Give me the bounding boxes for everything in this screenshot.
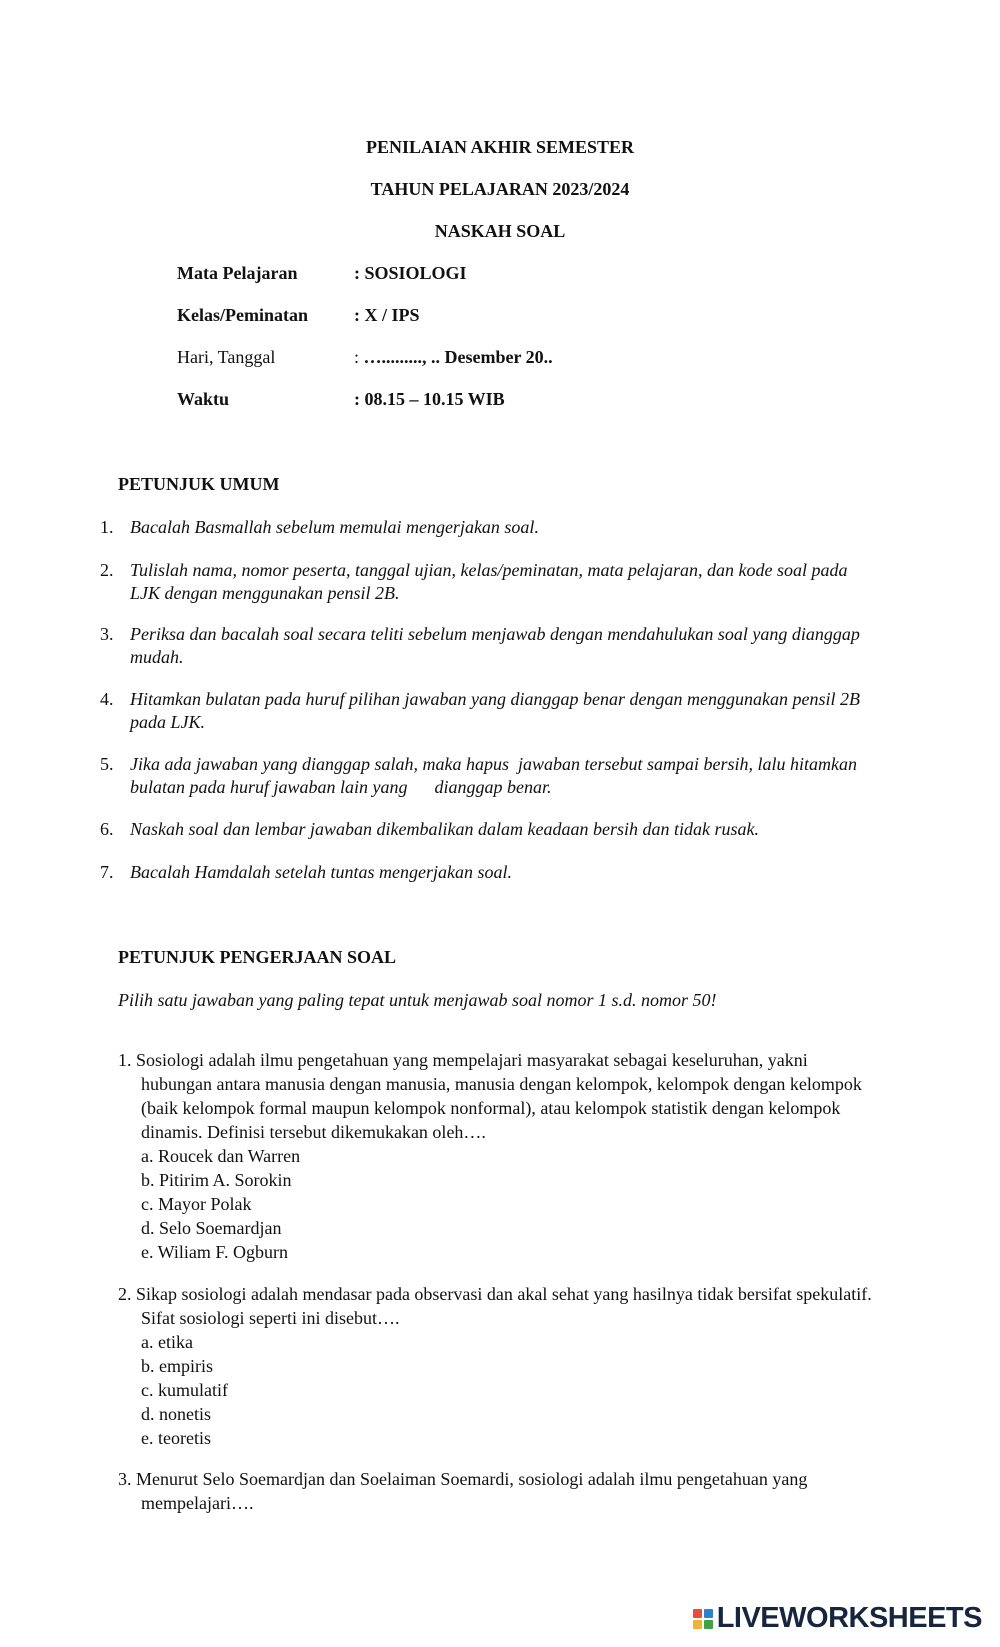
instruction-text: Bacalah Basmallah sebelum memulai mengerjakan soal.: [130, 517, 539, 537]
logo-square: [704, 1609, 713, 1618]
meta-date-text: …........., .. Desember 20..: [363, 347, 553, 367]
answer-option: c. Mayor Polak: [141, 1194, 252, 1214]
logo-square: [693, 1620, 702, 1629]
instruction-text: Naskah soal dan lembar jawaban dikembalikan dalam keadaan bersih dan tidak rusak.: [130, 819, 759, 839]
meta-value-date: [354, 347, 553, 368]
academic-year: TAHUN PELAJARAN 2023/2024: [370, 179, 630, 199]
answer-option: e. Wiliam F. Ogburn: [141, 1242, 288, 1262]
instruction-text: Periksa dan bacalah soal secara teliti sebelum menjawab dengan mendahulukan soal yang dianggap mudah.: [130, 624, 860, 667]
meta-value-time: : 08.15 – 10.15 WIB: [354, 389, 505, 409]
meta-label-time: Waktu: [177, 389, 230, 409]
logo-square: [693, 1609, 702, 1618]
meta-date-colon: :: [354, 347, 360, 367]
answer-option: c. kumulatif: [141, 1380, 228, 1400]
liveworksheets-logo: [693, 1602, 982, 1635]
answer-option: e. teoretis: [141, 1428, 211, 1448]
meta-value-class: : X / IPS: [354, 305, 420, 325]
question-stem: 3. Menurut Selo Soemardjan dan Soelaiman Soemardi, sosiologi adalah ilmu pengetahuan yang mempelajari….: [118, 1469, 808, 1513]
instruction-text: Tulislah nama, nomor peserta, tanggal ujian, kelas/peminatan, mata pelajaran, dan kode soal pada LJK dengan menggunakan pensil 2B.: [130, 560, 848, 603]
liveworksheets-logo-text: LIVEWORKSHEETS: [716, 1602, 982, 1634]
instruction-text: Hitamkan bulatan pada huruf pilihan jawaban yang dianggap benar dengan menggunakan pensil 2B pada LJK.: [130, 689, 860, 732]
general-instructions-heading: PETUNJUK UMUM: [118, 474, 280, 494]
meta-value-subject: : SOSIOLOGI: [354, 263, 467, 283]
answer-option: d. nonetis: [141, 1404, 211, 1424]
instruction-number: 1.: [100, 517, 114, 537]
logo-square: [704, 1620, 713, 1629]
meta-label-subject: Mata Pelajaran: [177, 263, 298, 283]
instruction-number: 4.: [100, 689, 114, 709]
question-stem: 1. Sosiologi adalah ilmu pengetahuan yang mempelajari masyarakat sebagai keseluruhan, yakni hubungan antara manusia dengan manusia, manusia dengan kelompok, kelompok dengan kelompok (baik kelompok formal maupun kelompok nonformal), atau kelompok statistik dengan kelompok dinamis. Definisi tersebut dikemukakan oleh….: [118, 1050, 862, 1142]
question-3: [118, 1467, 878, 1515]
answer-option: b. empiris: [141, 1356, 213, 1376]
instruction-number: 3.: [100, 624, 114, 644]
question-1: [118, 1048, 878, 1264]
answer-option: a. etika: [141, 1332, 193, 1352]
instruction-text: Bacalah Hamdalah setelah tuntas mengerjakan soal.: [130, 862, 512, 882]
instruction-number: 6.: [100, 819, 114, 839]
work-instructions-heading: PETUNJUK PENGERJAAN SOAL: [118, 947, 397, 967]
instruction-number: 2.: [100, 560, 114, 580]
meta-label-date: Hari, Tanggal: [177, 347, 276, 367]
liveworksheets-logo-icon: [693, 1609, 713, 1629]
answer-option: d. Selo Soemardjan: [141, 1218, 282, 1238]
question-2: [118, 1282, 878, 1450]
instruction-number: 5.: [100, 754, 114, 774]
answer-option: a. Roucek dan Warren: [141, 1146, 301, 1166]
work-instruction-text: Pilih satu jawaban yang paling tepat untuk menjawab soal nomor 1 s.d. nomor 50!: [118, 990, 717, 1010]
instruction-text: Jika ada jawaban yang dianggap salah, maka hapus jawaban tersebut sampai bersih, lalu hitamkan bulatan pada huruf jawaban lain yang dianggap benar.: [130, 754, 862, 797]
document-type: NASKAH SOAL: [434, 221, 566, 241]
answer-option: b. Pitirim A. Sorokin: [141, 1170, 292, 1190]
exam-title: PENILAIAN AKHIR SEMESTER: [365, 137, 635, 157]
meta-label-class: Kelas/Peminatan: [177, 305, 308, 325]
instruction-number: 7.: [100, 862, 114, 882]
question-stem: 2. Sikap sosiologi adalah mendasar pada observasi dan akal sehat yang hasilnya tidak bersifat spekulatif. Sifat sosiologi seperti ini disebut….: [118, 1284, 872, 1328]
